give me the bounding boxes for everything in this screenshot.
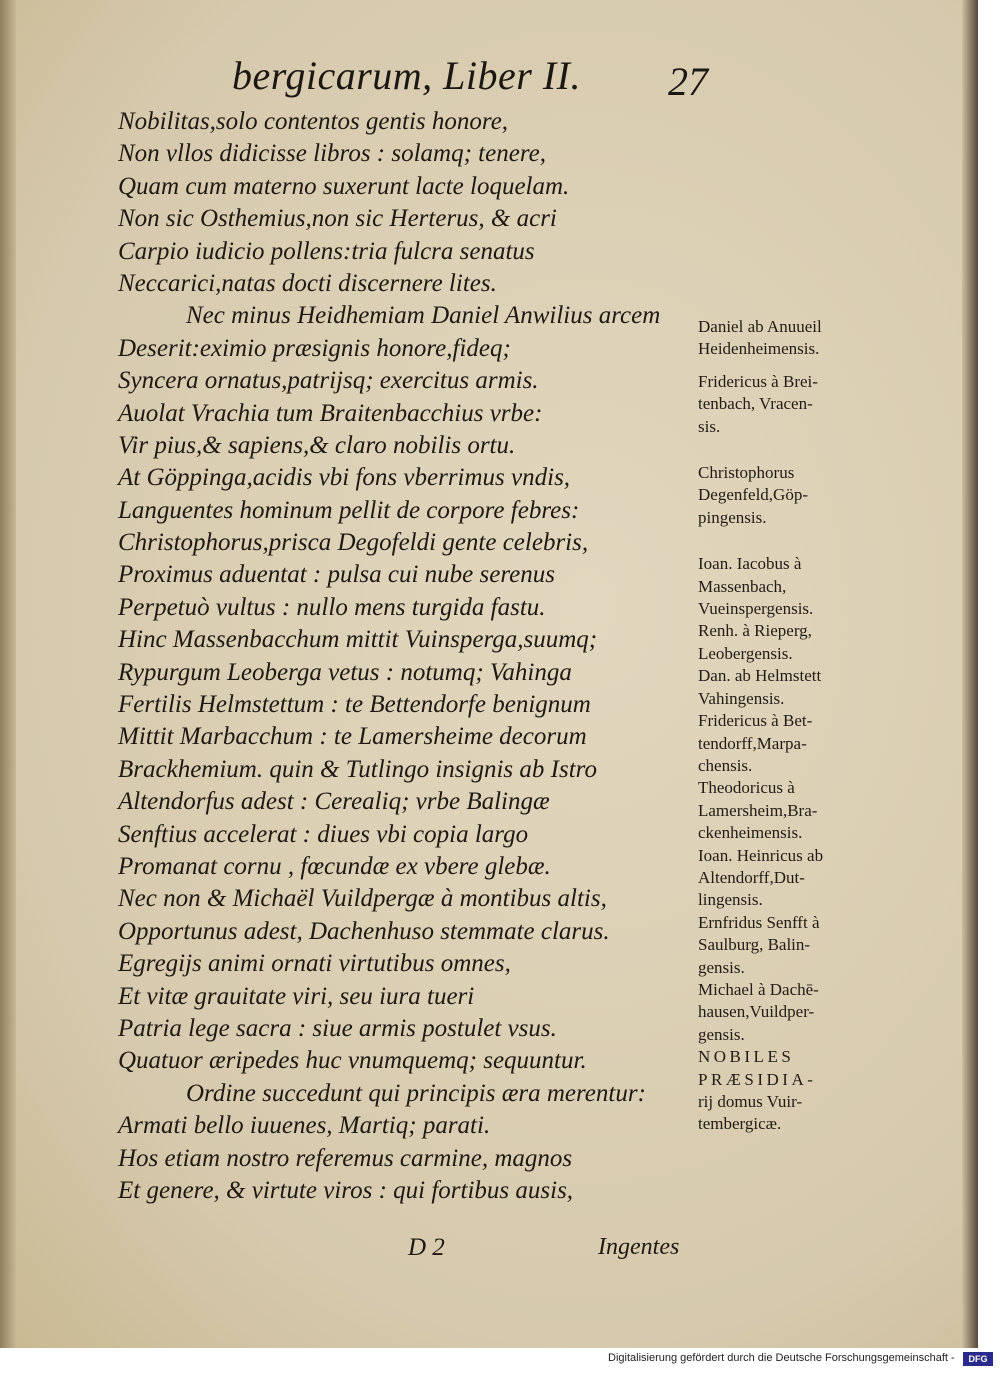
- marginal-note: [698, 371, 878, 438]
- marginal-note: [698, 620, 878, 665]
- marginal-note: [698, 1091, 878, 1136]
- page-number: 27: [668, 59, 708, 104]
- marginal-note-line: tembergicæ.: [698, 1114, 782, 1134]
- marginal-note-line: Daniel ab Anuueil: [698, 317, 822, 336]
- signature-mark: D 2: [408, 1234, 445, 1261]
- marginal-note-line: Saulburg, Balin-: [698, 935, 811, 955]
- marginal-note: [698, 777, 878, 844]
- marginal-note-line: gensis.: [698, 957, 745, 977]
- verse-line: Nec non & Michaël Vuildpergæ à montibus altis,: [118, 885, 607, 913]
- verse-line: Quatuor æripedes huc vnumquemq; sequuntur.: [118, 1047, 587, 1075]
- verse-line: Languentes hominum pellit de corpore febres:: [118, 496, 580, 524]
- verse-line: Mittit Marbacchum : te Lamersheime decorum: [118, 723, 587, 751]
- marginal-note: [698, 1046, 878, 1091]
- verse-line: Quam cum materno suxerunt lacte loquelam.: [118, 172, 570, 200]
- marginal-note: [698, 912, 878, 979]
- marginal-note-line: Lamersheim,Bra-: [698, 800, 818, 820]
- marginal-note-line: Ioan. Heinricus ab: [698, 845, 824, 865]
- verse-text: [118, 106, 718, 1207]
- verse-line: Egregijs animi ornati virtutibus omnes,: [118, 950, 511, 978]
- verse-line: Brackhemium. quin & Tutlingo insignis ab Istro: [118, 755, 597, 783]
- marginal-note-line: Leobergensis.: [698, 643, 793, 663]
- verse-line: Promanat cornu , fœcundæ ex vbere glebæ.: [118, 852, 551, 880]
- verse-line: Carpio iudicio pollens:tria fulcra senatus: [118, 237, 535, 265]
- marginal-note: [698, 316, 878, 361]
- verse-line: Hinc Massenbacchum mittit Vuinsperga,suumq;: [118, 626, 598, 654]
- marginal-note: [698, 553, 878, 620]
- marginal-note-line: NOBILES: [698, 1047, 795, 1067]
- verse-line: At Göppinga,acidis vbi fons vberrimus vndis,: [118, 464, 571, 492]
- page-right-edge: [962, 0, 978, 1348]
- marginal-note-line: Fridericus à Brei-: [698, 371, 818, 391]
- marginal-note-line: hausen,Vuildper-: [698, 1002, 815, 1022]
- verse-line: Non sic Osthemius,non sic Herterus, & acri: [118, 205, 557, 233]
- marginal-note-line: Heidenheimensis.: [698, 339, 820, 359]
- marginal-note-line: chensis.: [698, 755, 753, 775]
- verse-line: Altendorfus adest : Cerealiq; vrbe Balingæ: [118, 788, 550, 816]
- marginal-note-line: PRÆSIDIA-: [698, 1069, 817, 1089]
- marginal-note: [698, 462, 878, 529]
- verse-line: Armati bello iuuenes, Martiq; parati.: [118, 1112, 491, 1140]
- marginal-note-line: Christophorus: [698, 463, 795, 483]
- verse-line: Auolat Vrachia tum Braitenbacchius vrbe:: [118, 399, 543, 427]
- digitization-credit: Digitalisierung gefördert durch die Deutsche Forschungsgemeinschaft -: [608, 1352, 955, 1364]
- verse-line: Et genere, & virtute viros : qui fortibus ausis,: [118, 1176, 574, 1204]
- verse-line: Nec minus Heidhemiam Daniel Anwilius arcem: [186, 302, 661, 330]
- marginal-note-line: pingensis.: [698, 507, 767, 527]
- marginal-note-line: Vahingensis.: [698, 688, 785, 708]
- marginal-note-line: lingensis.: [698, 890, 763, 910]
- verse-line: Neccarici,natas docti discernere lites.: [118, 269, 497, 297]
- marginal-note-line: Dan. ab Helmstett: [698, 666, 822, 686]
- marginal-note-line: Vueinspergensis.: [698, 599, 814, 619]
- marginal-note-line: gensis.: [698, 1024, 745, 1044]
- verse-line: Perpetuò vultus : nullo mens turgida fastu.: [118, 593, 546, 621]
- marginal-note: [698, 665, 878, 710]
- marginal-note-line: Ioan. Iacobus à: [698, 554, 802, 574]
- marginal-note-line: tendorff,Marpa-: [698, 733, 807, 753]
- verse-line: Syncera ornatus,patrijsq; exercitus armis.: [118, 367, 539, 395]
- verse-line: Rypurgum Leoberga vetus : notumq; Vahinga: [118, 658, 572, 686]
- marginal-note: [698, 845, 878, 912]
- page-left-edge: [0, 0, 16, 1348]
- verse-line: Deserit:eximio præsignis honore,fideq;: [118, 334, 511, 362]
- verse-line: Non vllos didicisse libros : solamq; tenere,: [118, 140, 546, 168]
- marginal-note-line: Michael à Dachē-: [698, 979, 819, 999]
- marginal-note: [698, 979, 878, 1046]
- verse-line: Senftius accelerat : diues vbi copia largo: [118, 820, 529, 848]
- marginal-note-line: Fridericus à Bet-: [698, 711, 813, 731]
- verse-line: Fertilis Helmstettum : te Bettendorfe benignum: [118, 691, 591, 719]
- running-title: bergicarum, Liber II.: [232, 53, 581, 98]
- marginal-note-line: rij domus Vuir-: [698, 1092, 803, 1111]
- dfg-logo: DFG: [963, 1352, 993, 1366]
- verse-line: Proximus aduentat : pulsa cui nube serenus: [118, 561, 555, 589]
- marginal-note-line: ckenheimensis.: [698, 823, 803, 843]
- verse-line: Opportunus adest, Dachenhuso stemmate clarus.: [118, 917, 610, 945]
- marginal-note-line: Massenbach,: [698, 576, 787, 596]
- marginal-note-line: Ernfridus Senfft à: [698, 912, 820, 932]
- catchword: Ingentes: [598, 1234, 680, 1260]
- marginal-note-line: Theodoricus à: [698, 778, 795, 798]
- verse-line: Christophorus,prisca Degofeldi gente celebris,: [118, 529, 589, 557]
- marginal-note-line: sis.: [698, 416, 721, 436]
- marginal-note: [698, 710, 878, 777]
- verse-line: Et vitæ grauitate viri, seu iura tueri: [118, 982, 475, 1010]
- verse-line: Vir pius,& sapiens,& claro nobilis ortu.: [118, 431, 516, 459]
- verse-line: Patria lege sacra : siue armis postulet vsus.: [118, 1014, 557, 1042]
- marginal-note-line: Altendorff,Dut-: [698, 867, 805, 887]
- marginal-notes: [698, 316, 878, 1136]
- marginal-note-line: Degenfeld,Göp-: [698, 485, 808, 505]
- verse-line: Ordine succedunt qui principis æra merentur:: [186, 1079, 646, 1107]
- marginal-note-line: tenbach, Vracen-: [698, 394, 813, 414]
- verse-line: Hos etiam nostro referemus carmine, magnos: [118, 1144, 573, 1172]
- verse-line: Nobilitas,solo contentos gentis honore,: [118, 108, 509, 135]
- marginal-note-line: Renh. à Rieperg,: [698, 621, 812, 641]
